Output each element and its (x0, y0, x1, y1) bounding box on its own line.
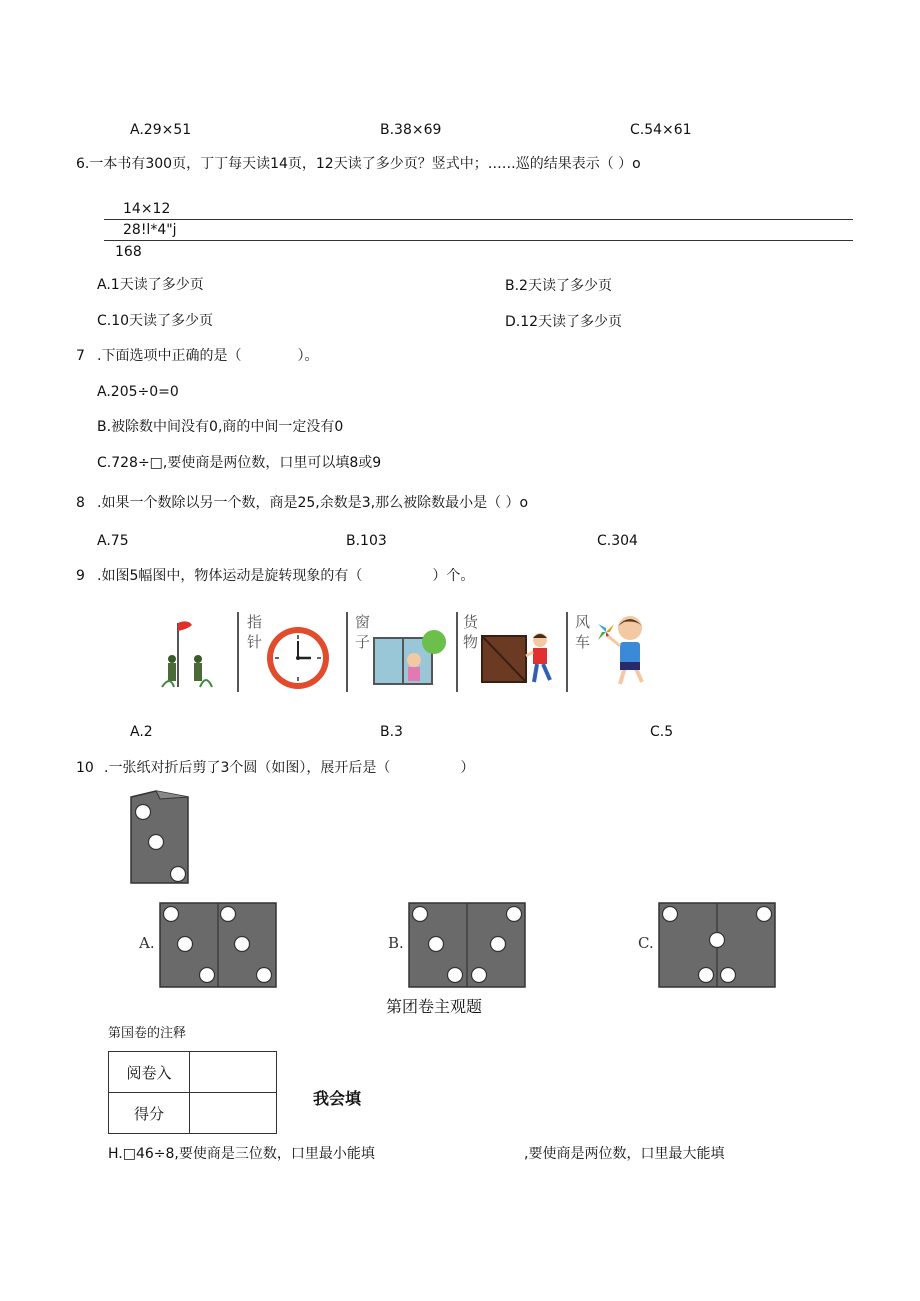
strip-divider-3 (456, 612, 458, 692)
q6-calc-result: 168 (115, 244, 142, 260)
score-table-cell-score (190, 1093, 277, 1134)
q10-question: .一张纸对折后剪了3个圆（如图），展开后是（ ） (104, 760, 475, 776)
window-picture (370, 626, 446, 688)
section2-title: 第团卷主观题 (386, 997, 483, 1016)
q6-option-b: B.2天读了多少页 (505, 278, 612, 294)
q6-question: 6.一本书有300页，丁丁每天读14页，12天读了多少页？竖式中；……巡的结果表示（ ）o (76, 156, 641, 172)
q6-option-a: A.1天读了多少页 (97, 277, 204, 293)
q10-option-b-picture (388, 902, 526, 988)
q10-option-c-picture (638, 902, 776, 988)
q10-option-c-label: C. (638, 934, 654, 952)
panel-label-pointer: 指针 (247, 613, 263, 651)
q9-question: .如图5幅图中，物体运动是旋转现象的有（ ）个。 (97, 568, 475, 584)
q8-option-b: B.103 (346, 533, 387, 549)
q6-calc-line-1: 14×12 (123, 201, 171, 217)
q7-option-c: C.728÷□,要使商是两位数，口里可以填8或9 (97, 455, 382, 471)
strip-divider-4 (566, 612, 568, 692)
flag-raising-picture (160, 615, 216, 691)
q5-option-b: B.38×69 (380, 122, 442, 138)
q5-option-a: A.29×51 (130, 122, 192, 138)
q7-question: .下面选项中正确的是（ ）。 (97, 348, 319, 364)
score-table-row (109, 1052, 277, 1093)
score-table-row (109, 1093, 277, 1134)
q6-option-d: D.12天读了多少页 (505, 314, 623, 330)
q7-option-a: A.205÷0=0 (97, 384, 179, 400)
windmill-boy-picture (594, 612, 654, 692)
q8-question: .如果一个数除以另一个数，商是25,余数是3,那么被除数最小是（ ）o (97, 495, 529, 511)
pushing-box-picture (480, 630, 560, 690)
panel-label-windmill: 风车 (575, 613, 591, 651)
q6-calc-line-2: 28!l*4"j (123, 222, 177, 238)
q5-option-c: C.54×61 (630, 122, 692, 138)
strip-divider-1 (237, 612, 239, 692)
q10-option-a-label: A. (139, 934, 155, 952)
panel-label-window: 窗子 (355, 613, 371, 651)
q6-calc-rule-2 (104, 240, 853, 241)
panel-label-goods: 货物 (463, 613, 479, 651)
score-table-label-score: 得分 (109, 1093, 190, 1134)
q8-option-c: C.304 (597, 533, 638, 549)
score-table (108, 1051, 277, 1134)
strip-divider-2 (346, 612, 348, 692)
q9-number: 9 (76, 568, 85, 584)
q9-option-b: B.3 (380, 724, 403, 740)
section2-heading: 我会填 (313, 1089, 362, 1108)
q8-number: 8 (76, 495, 85, 511)
section2-note: 第国卷的注释 (108, 1026, 187, 1041)
q10-option-b-label: B. (388, 934, 404, 952)
q11-part1: H.□46÷8,要使商是三位数，口里最小能填 (108, 1146, 375, 1162)
q9-option-c: C.5 (650, 724, 674, 740)
q9-option-a: A.2 (130, 724, 153, 740)
q8-option-a: A.75 (97, 533, 129, 549)
clock-picture (264, 624, 332, 692)
folded-paper-picture (128, 787, 192, 887)
q11-part2: ,要使商是两位数，口里最大能填 (524, 1146, 725, 1162)
score-table-cell-grader (190, 1052, 277, 1093)
q10-option-a-picture (139, 902, 277, 988)
q10-number: 10 (76, 760, 94, 776)
q6-calc-rule-1 (104, 219, 853, 220)
q7-number: 7 (76, 348, 85, 364)
q6-option-c: C.10天读了多少页 (97, 313, 214, 329)
q7-option-b: B.被除数中间没有0,商的中间一定没有0 (97, 419, 344, 435)
score-table-label-grader: 阅卷入 (109, 1052, 190, 1093)
